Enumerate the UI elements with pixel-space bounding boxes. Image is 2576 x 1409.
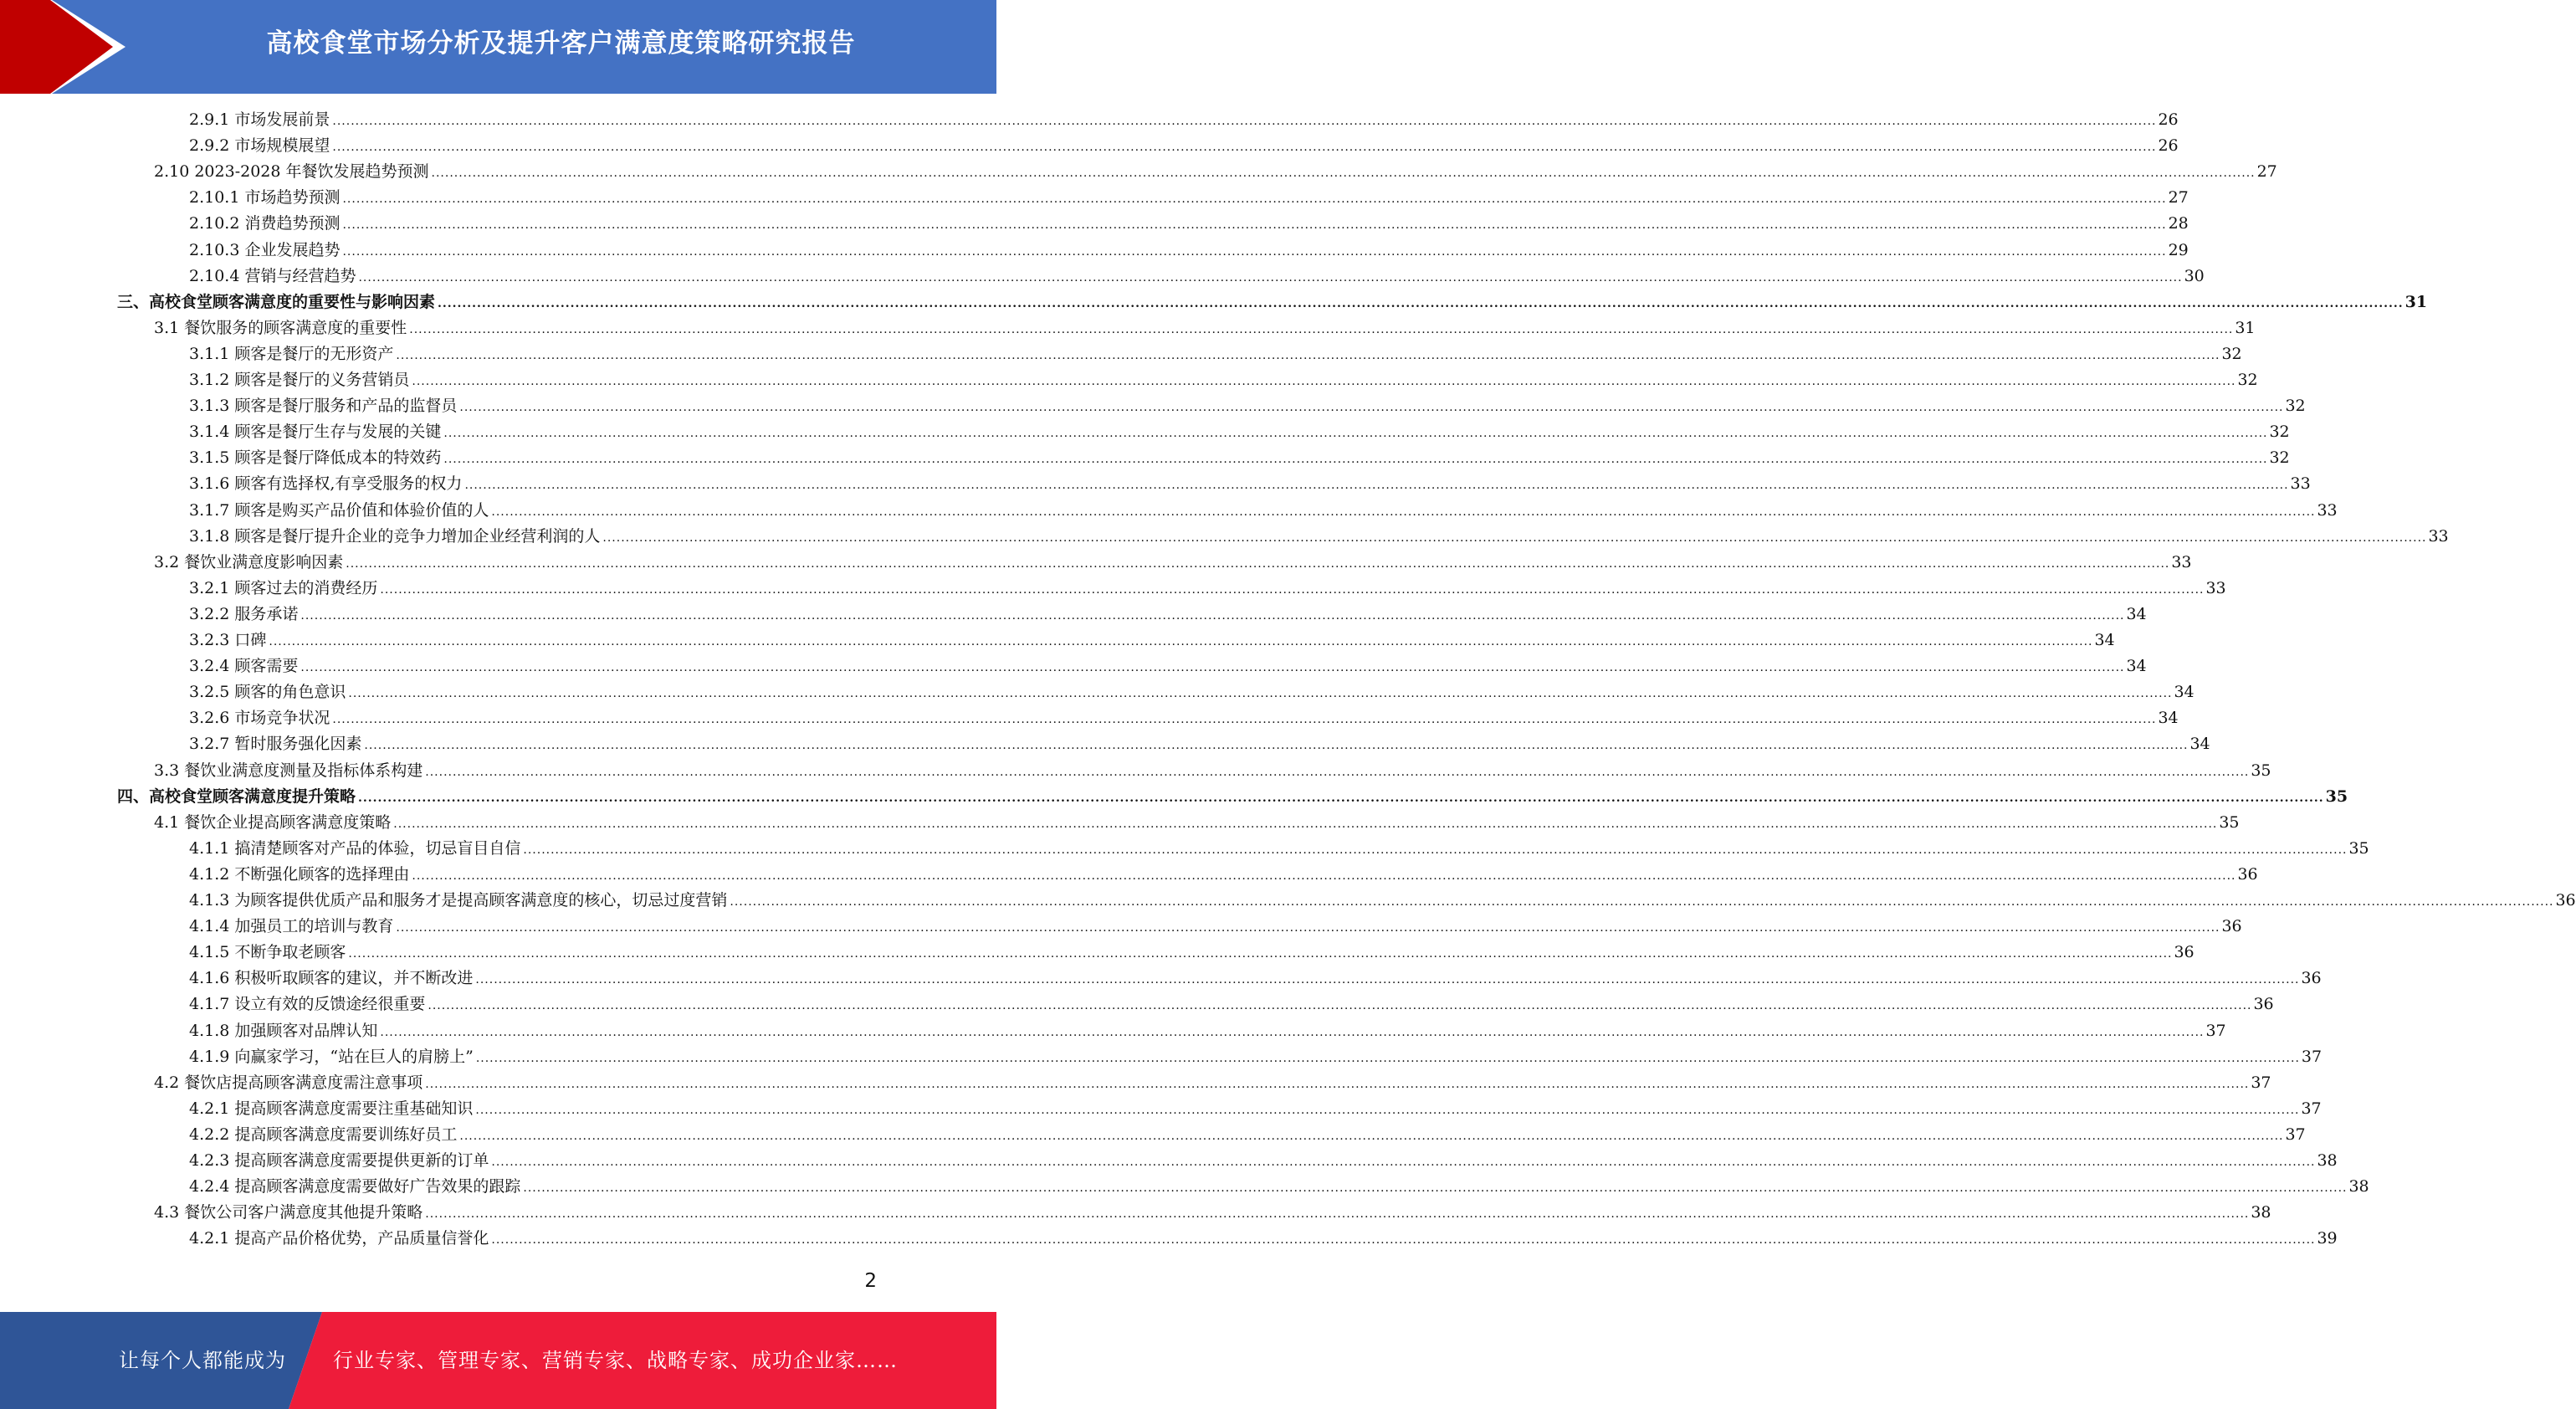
toc-entry-title: 3.1.4 顾客是餐厅生存与发展的关键	[189, 423, 442, 442]
toc-entry[interactable]	[189, 264, 2205, 289]
toc-dot-leader: ................................................................................................................................................................................................................................................................................................................................................................................................................	[491, 1155, 2316, 1169]
toc-entry-page: 33	[2317, 500, 2338, 520]
toc-dot-leader: ................................................................................................................................................................................................................................................................................................................................................................................................................	[358, 270, 2183, 284]
toc-entry-title: 4.2.1 提高产品价格优势，产品质量信誉化	[189, 1229, 489, 1248]
toc-dot-leader: ................................................................................................................................................................................................................................................................................................................................................................................................................	[396, 921, 2220, 935]
toc-entry-title: 3.2.5 顾客的角色意识	[189, 683, 346, 702]
toc-entry[interactable]	[117, 784, 2348, 810]
toc-entry-page: 36	[2301, 969, 2322, 988]
toc-dot-leader: ................................................................................................................................................................................................................................................................................................................................................................................................................	[425, 765, 2250, 779]
toc-entry[interactable]	[189, 836, 2369, 862]
toc-entry-title: 3.1.2 顾客是餐厅的义务营销员	[189, 371, 410, 389]
toc-entry-page: 27	[2256, 162, 2277, 182]
toc-entry-title: 3.1.3 顾客是餐厅服务和产品的监督员	[189, 397, 458, 416]
toc-entry-page: 35	[2325, 786, 2348, 806]
toc-dot-leader: ................................................................................................................................................................................................................................................................................................................................................................................................................	[523, 843, 2348, 857]
toc-dot-leader: ................................................................................................................................................................................................................................................................................................................................................................................................................	[602, 530, 2427, 545]
toc-entry[interactable]	[189, 211, 2189, 237]
toc-entry-title: 3.2 餐饮业满意度影响因素	[154, 552, 344, 571]
toc-dot-leader: ................................................................................................................................................................................................................................................................................................................................................................................................................	[475, 1103, 2300, 1117]
toc-entry[interactable]	[189, 653, 2147, 679]
toc-entry-title: 3.2.1 顾客过去的消费经历	[189, 578, 378, 597]
toc-dot-leader: ................................................................................................................................................................................................................................................................................................................................................................................................................	[348, 947, 2173, 961]
toc-entry-page: 37	[2285, 1125, 2306, 1144]
toc-entry-page: 34	[2174, 683, 2194, 702]
toc-dot-leader: ................................................................................................................................................................................................................................................................................................................................................................................................................	[730, 895, 2554, 909]
toc-entry-page: 26	[2158, 136, 2179, 156]
toc-entry-page: 34	[2126, 657, 2147, 676]
toc-entry-title: 3.2.7 暂时服务强化因素	[189, 735, 362, 754]
toc-entry[interactable]	[189, 862, 2258, 888]
toc-entry-title: 3.1.8 顾客是餐厅提升企业的竞争力增加企业经营利润的人	[189, 526, 601, 546]
toc-dot-leader: ................................................................................................................................................................................................................................................................................................................................................................................................................	[412, 868, 2236, 883]
toc-entry-title: 四、高校食堂顾客满意度提升策略	[117, 786, 356, 806]
toc-dot-leader: ................................................................................................................................................................................................................................................................................................................................................................................................................	[332, 713, 2157, 727]
toc-entry-page: 36	[2221, 917, 2242, 936]
toc-entry-page: 32	[2221, 344, 2242, 363]
toc-dot-leader: ................................................................................................................................................................................................................................................................................................................................................................................................................	[412, 375, 2236, 388]
toc-entry-title: 2.9.1 市场发展前景	[189, 110, 330, 129]
toc-entry-page: 34	[2094, 631, 2115, 649]
toc-entry-title: 4.2.2 提高顾客满意度需要训练好员工	[189, 1125, 458, 1144]
toc-entry[interactable]	[189, 679, 2194, 705]
toc-dot-leader: ................................................................................................................................................................................................................................................................................................................................................................................................................	[396, 348, 2220, 362]
toc-entry[interactable]	[189, 914, 2242, 940]
footer-slogan-right: 行业专家、管理专家、营销专家、战略专家、成功企业家……	[333, 1349, 898, 1372]
toc-entry[interactable]	[189, 1044, 2322, 1070]
toc-dot-leader: ................................................................................................................................................................................................................................................................................................................................................................................................................	[364, 739, 2189, 753]
toc-dot-leader: ................................................................................................................................................................................................................................................................................................................................................................................................................	[332, 115, 2157, 128]
toc-entry-title: 4.2.4 提高顾客满意度需要做好广告效果的跟踪	[189, 1177, 521, 1196]
toc-entry-title: 4.1 餐饮企业提高顾客满意度策略	[154, 812, 392, 832]
toc-entry[interactable]	[189, 524, 2449, 550]
toc-entry-page: 36	[2174, 943, 2194, 962]
toc-entry-page: 37	[2251, 1073, 2271, 1092]
toc-entry[interactable]	[189, 576, 2226, 602]
toc-entry[interactable]	[189, 1226, 2338, 1252]
toc-entry[interactable]	[189, 341, 2242, 367]
toc-entry-page: 35	[2251, 761, 2271, 780]
toc-entry[interactable]	[189, 991, 2274, 1017]
toc-entry[interactable]	[154, 1200, 2271, 1226]
toc-entry-title: 4.2 餐饮店提高顾客满意度需注意事项	[154, 1073, 423, 1092]
toc-dot-leader: ................................................................................................................................................................................................................................................................................................................................................................................................................	[425, 1077, 2250, 1091]
toc-dot-leader: ................................................................................................................................................................................................................................................................................................................................................................................................................	[332, 141, 2157, 155]
toc-dot-leader: ................................................................................................................................................................................................................................................................................................................................................................................................................	[443, 427, 2268, 441]
toc-entry-title: 3.1.1 顾客是餐厅的无形资产	[189, 344, 394, 363]
toc-entry-page: 38	[2251, 1203, 2271, 1222]
toc-dot-leader: ................................................................................................................................................................................................................................................................................................................................................................................................................	[475, 1051, 2300, 1065]
page-header	[0, 0, 996, 94]
toc-dot-leader: ................................................................................................................................................................................................................................................................................................................................................................................................................	[346, 556, 2170, 571]
toc-entry-page: 32	[2269, 423, 2290, 442]
toc-entry-title: 三、高校食堂顾客满意度的重要性与影响因素	[117, 292, 436, 311]
toc-entry-page: 38	[2348, 1177, 2369, 1196]
toc-entry-title: 4.1.6 积极听取顾客的建议，并不断改进	[189, 969, 474, 988]
footer-slogan-left: 让每个人都能成为	[119, 1349, 286, 1372]
toc-entry-title: 4.1.4 加强员工的培训与教育	[189, 917, 394, 936]
toc-entry-page: 38	[2317, 1151, 2338, 1170]
toc-entry-page: 37	[2301, 1099, 2322, 1118]
toc-entry-title: 4.1.2 不断强化顾客的选择理由	[189, 864, 410, 884]
toc-entry-title: 2.10 2023-2028 年餐饮发展趋势预测	[154, 162, 429, 182]
toc-entry-title: 4.1.1 搞清楚顾客对产品的体验，切忌盲目自信	[189, 838, 521, 858]
toc-entry-page: 31	[2235, 318, 2256, 337]
toc-entry[interactable]	[189, 445, 2290, 471]
toc-entry-title: 3.2.4 顾客需要	[189, 657, 299, 676]
toc-entry[interactable]	[189, 107, 2179, 133]
toc-entry-title: 3.2.3 口碑	[189, 631, 267, 649]
toc-entry-page: 33	[2205, 578, 2226, 597]
toc-entry-page: 36	[2555, 891, 2576, 909]
toc-entry[interactable]	[189, 602, 2147, 628]
toc-dot-leader: ................................................................................................................................................................................................................................................................................................................................................................................................................	[300, 608, 2125, 623]
toc-entry-page: 32	[2285, 397, 2306, 416]
toc-entry-page: 39	[2317, 1229, 2338, 1248]
toc-entry-title: 3.3 餐饮业满意度测量及指标体系构建	[154, 761, 423, 780]
toc-entry-page: 26	[2158, 110, 2179, 129]
toc-entry-title: 3.2.2 服务承诺	[189, 604, 299, 623]
toc-entry-page: 37	[2205, 1021, 2226, 1040]
toc-entry[interactable]	[154, 1070, 2271, 1096]
toc-dot-leader: ................................................................................................................................................................................................................................................................................................................................................................................................................	[342, 218, 2167, 233]
toc-entry[interactable]	[154, 315, 2256, 341]
toc-dot-leader: ................................................................................................................................................................................................................................................................................................................................................................................................................	[428, 999, 2252, 1013]
toc-entry[interactable]	[189, 628, 2115, 653]
toc-entry-page: 32	[2269, 448, 2290, 468]
toc-entry-title: 4.2.1 提高顾客满意度需要注重基础知识	[189, 1099, 474, 1118]
toc-entry-title: 3.1.6 顾客有选择权,有享受服务的权力	[189, 474, 463, 494]
toc-entry-page: 33	[2171, 552, 2192, 571]
toc-entry-title: 3.2.6 市场竞争状况	[189, 709, 330, 728]
toc-entry-page: 33	[2290, 474, 2311, 494]
toc-entry[interactable]	[154, 550, 2192, 576]
toc-entry[interactable]	[189, 498, 2338, 524]
toc-dot-leader: ................................................................................................................................................................................................................................................................................................................................................................................................................	[300, 661, 2125, 675]
toc-entry-title: 2.9.2 市场规模展望	[189, 136, 330, 156]
toc-entry-page: 37	[2301, 1047, 2322, 1066]
toc-entry-title: 2.10.2 消费趋势预测	[189, 214, 341, 233]
toc-entry[interactable]	[189, 1096, 2322, 1122]
toc-dot-leader: ................................................................................................................................................................................................................................................................................................................................................................................................................	[342, 244, 2167, 259]
toc-entry-title: 3.1.5 顾客是餐厅降低成本的特效药	[189, 448, 442, 468]
toc-dot-leader: ................................................................................................................................................................................................................................................................................................................................................................................................................	[438, 296, 2404, 310]
toc-dot-leader: ................................................................................................................................................................................................................................................................................................................................................................................................................	[409, 322, 2234, 336]
toc-entry-title: 3.1 餐饮服务的顾客满意度的重要性	[154, 318, 407, 337]
toc-dot-leader: ................................................................................................................................................................................................................................................................................................................................................................................................................	[431, 167, 2256, 181]
toc-entry[interactable]	[189, 1018, 2226, 1044]
toc-dot-leader: ................................................................................................................................................................................................................................................................................................................................................................................................................	[342, 192, 2167, 207]
toc-entry-title: 4.1.9 向赢家学习，“站在巨人的肩膀上”	[189, 1047, 474, 1066]
toc-dot-leader: ................................................................................................................................................................................................................................................................................................................................................................................................................	[380, 1025, 2205, 1039]
toc-dot-leader: ................................................................................................................................................................................................................................................................................................................................................................................................................	[358, 791, 2324, 805]
toc-entry[interactable]	[189, 419, 2290, 445]
toc-dot-leader: ................................................................................................................................................................................................................................................................................................................................................................................................................	[464, 479, 2289, 493]
toc-entry[interactable]	[189, 940, 2194, 966]
toc-entry[interactable]	[189, 133, 2179, 159]
toc-entry-page: 34	[2158, 709, 2179, 728]
toc-entry-page: 28	[2168, 214, 2189, 233]
toc-entry-title: 4.1.5 不断争取老顾客	[189, 943, 346, 962]
toc-entry[interactable]	[189, 185, 2189, 211]
toc-entry-title: 2.10.1 市场趋势预测	[189, 188, 341, 208]
toc-dot-leader: ................................................................................................................................................................................................................................................................................................................................................................................................................	[475, 973, 2300, 987]
toc-entry[interactable]	[189, 367, 2258, 393]
header-chevron-decoration	[0, 0, 134, 94]
toc-entry-title: 4.2.3 提高顾客满意度需要提供更新的订单	[189, 1151, 489, 1170]
toc-entry[interactable]	[189, 1148, 2338, 1174]
toc-entry-page: 29	[2168, 240, 2189, 259]
toc-entry[interactable]	[154, 159, 2277, 185]
toc-entry[interactable]	[154, 810, 2240, 836]
toc-entry-title: 4.3 餐饮公司客户满意度其他提升策略	[154, 1203, 423, 1222]
toc-entry[interactable]	[189, 1122, 2306, 1148]
toc-entry[interactable]	[189, 393, 2306, 419]
toc-entry-title: 4.1.3 为顾客提供优质产品和服务才是提高顾客满意度的核心，切忌过度营销	[189, 891, 728, 909]
toc-entry[interactable]	[117, 289, 2428, 315]
toc-entry[interactable]	[189, 731, 2210, 757]
toc-entry-page: 34	[2189, 735, 2210, 754]
toc-entry-title: 2.10.4 营销与经营趋势	[189, 266, 356, 285]
toc-entry[interactable]	[189, 1174, 2369, 1200]
toc-entry-page: 33	[2428, 526, 2449, 546]
toc-entry-page: 35	[2348, 838, 2369, 858]
toc-entry-title: 2.10.3 企业发展趋势	[189, 240, 341, 259]
toc-dot-leader: ................................................................................................................................................................................................................................................................................................................................................................................................................	[523, 1181, 2348, 1196]
toc-dot-leader: ................................................................................................................................................................................................................................................................................................................................................................................................................	[491, 1233, 2316, 1248]
toc-dot-leader: ................................................................................................................................................................................................................................................................................................................................................................................................................	[269, 635, 2093, 648]
page-number: 2	[864, 1270, 877, 1292]
toc-dot-leader: ................................................................................................................................................................................................................................................................................................................................................................................................................	[348, 687, 2173, 701]
toc-entry-page: 35	[2219, 812, 2240, 832]
toc-dot-leader: ................................................................................................................................................................................................................................................................................................................................................................................................................	[393, 817, 2218, 831]
toc-dot-leader: ................................................................................................................................................................................................................................................................................................................................................................................................................	[459, 1129, 2284, 1143]
toc-entry[interactable]	[189, 705, 2179, 731]
toc-dot-leader: ................................................................................................................................................................................................................................................................................................................................................................................................................	[380, 582, 2205, 597]
toc-entry-page: 36	[2253, 995, 2274, 1014]
toc-entry[interactable]	[189, 966, 2322, 991]
report-title: 高校食堂市场分析及提升客户满意度策略研究报告	[266, 28, 856, 59]
toc-entry[interactable]	[189, 888, 2576, 914]
toc-dot-leader: ................................................................................................................................................................................................................................................................................................................................................................................................................	[443, 453, 2268, 467]
toc-entry-title: 3.1.7 顾客是购买产品价值和体验价值的人	[189, 500, 489, 520]
toc-entry[interactable]	[189, 238, 2189, 264]
toc-entry-page: 27	[2168, 188, 2189, 208]
toc-entry-title: 4.1.7 设立有效的反馈途经很重要	[189, 995, 426, 1014]
toc-entry-page: 30	[2184, 266, 2205, 285]
toc-dot-leader: ................................................................................................................................................................................................................................................................................................................................................................................................................	[425, 1207, 2250, 1222]
toc-entry-page: 32	[2237, 371, 2258, 389]
page-footer	[0, 1312, 996, 1409]
toc-entry[interactable]	[189, 471, 2311, 497]
toc-entry-page: 36	[2237, 864, 2258, 884]
toc-dot-leader: ................................................................................................................................................................................................................................................................................................................................................................................................................	[491, 505, 2316, 519]
toc-dot-leader: ................................................................................................................................................................................................................................................................................................................................................................................................................	[459, 401, 2284, 415]
toc-entry-title: 4.1.8 加强顾客对品牌认知	[189, 1021, 378, 1040]
toc-entry-page: 34	[2126, 604, 2147, 623]
toc-entry-page: 31	[2404, 292, 2428, 311]
toc-entry[interactable]	[154, 758, 2271, 784]
